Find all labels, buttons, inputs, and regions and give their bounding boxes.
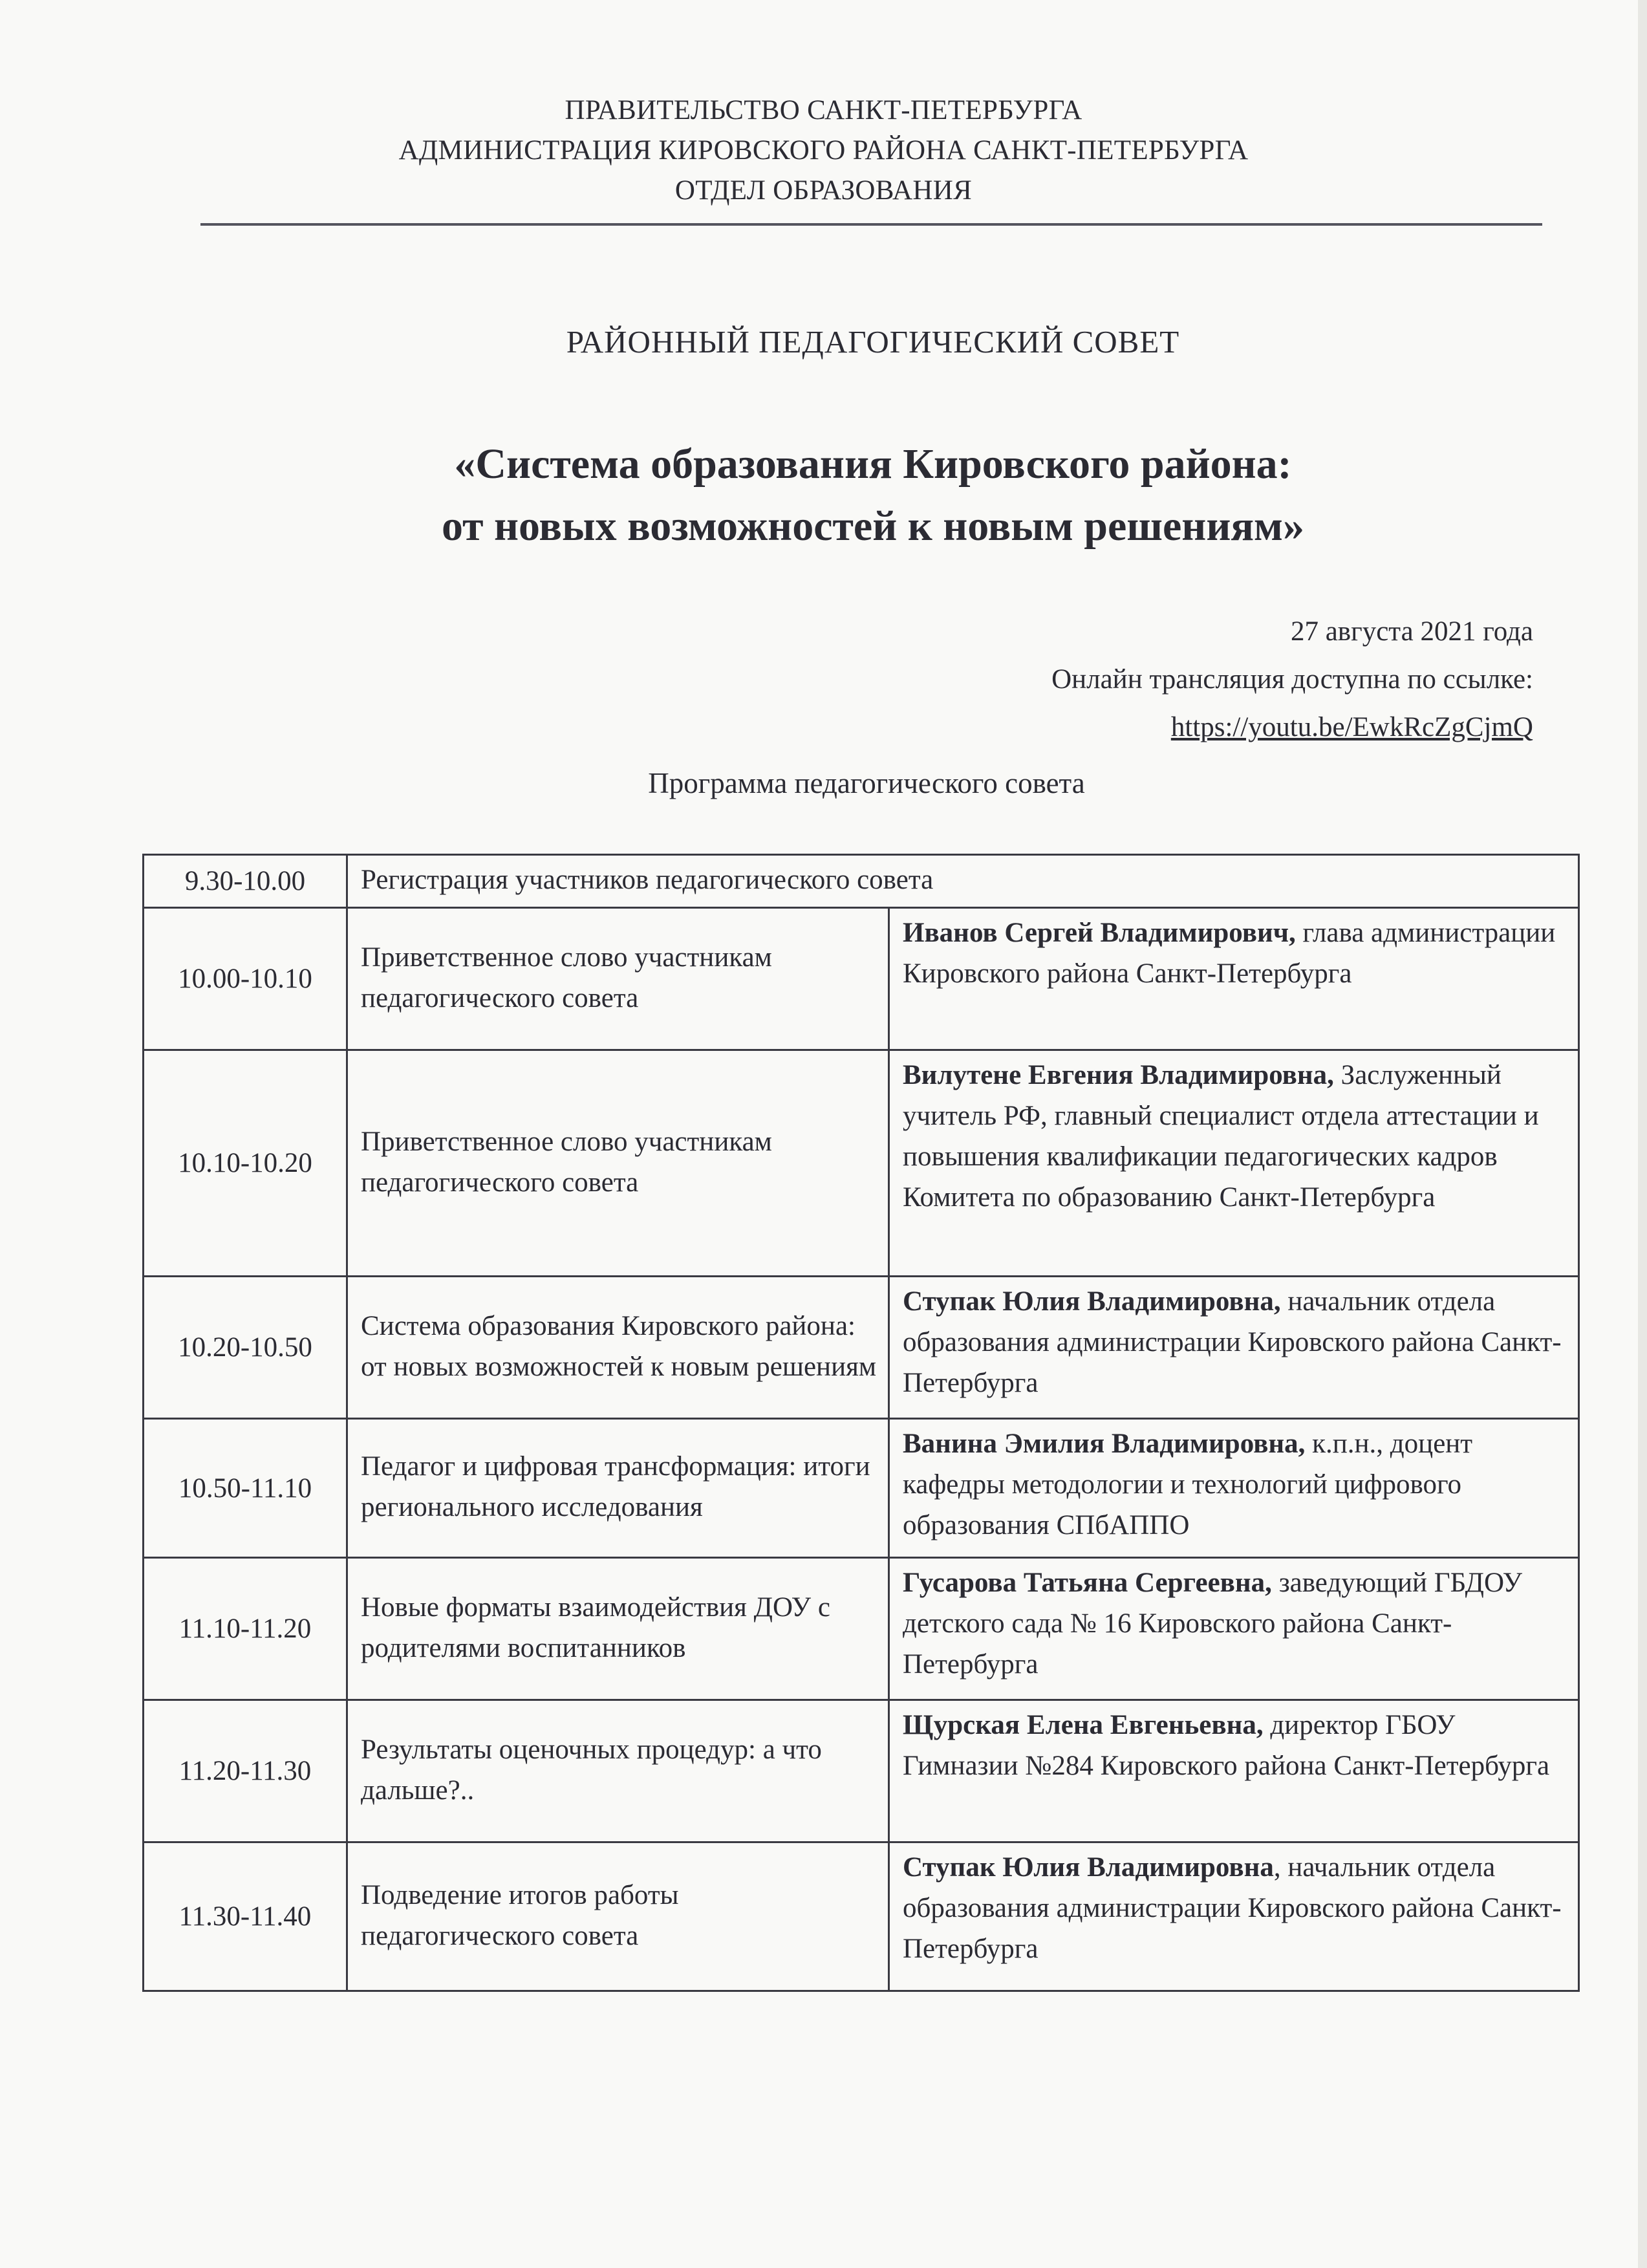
council-heading: РАЙОННЫЙ ПЕДАГОГИЧЕСКИЙ СОВЕТ: [566, 324, 1180, 360]
schedule-topic: Результаты оценочных процедур: а что дальше?..: [347, 1700, 889, 1842]
speaker-name: Щурская Елена Евгеньевна,: [903, 1710, 1264, 1740]
speaker-name: Иванов Сергей Владимирович,: [903, 918, 1296, 948]
schedule-row: [144, 1842, 1579, 1991]
event-info: [1051, 608, 1533, 751]
schedule-time: 10.50-11.10: [144, 1419, 347, 1558]
schedule-speaker: [889, 1558, 1579, 1700]
speaker-role: Заслуженный учитель РФ, главный специалист отдела аттестации и повышения квалификации педагогических кадров Комитета по образованию Санкт-Петербурга: [903, 1060, 1539, 1213]
schedule-speaker: [889, 1700, 1579, 1842]
title-line-2: от новых возможностей к новым решениям»: [441, 502, 1305, 550]
schedule-time: 11.10-11.20: [144, 1558, 347, 1700]
header-divider: [200, 223, 1542, 226]
schedule-table: [142, 854, 1580, 1992]
event-date: 27 августа 2021 года: [1290, 616, 1533, 647]
schedule-speaker: [889, 1277, 1579, 1419]
paper-edge: [1638, 0, 1647, 2268]
program-title: Программа педагогического совета: [648, 767, 1085, 799]
schedule-speaker: [889, 908, 1579, 1050]
speaker-role: заведующий ГБДОУ детского сада № 16 Кировского района Санкт-Петербурга: [903, 1568, 1523, 1679]
schedule-time: 11.30-11.40: [144, 1842, 347, 1991]
schedule-topic: Регистрация участников педагогического совета: [347, 855, 1579, 908]
broadcast-link[interactable]: https://youtu.be/EwkRcZgCjmQ: [1170, 712, 1533, 742]
speaker-name: Ступак Юлия Владимировна: [903, 1852, 1274, 1883]
speaker-role: начальник отдела образования администрации Кировского района Санкт-Петербурга: [903, 1286, 1562, 1398]
speaker-role: к.п.н., доцент кафедры методологии и технологий цифрового образования СПбАППО: [903, 1429, 1473, 1540]
speaker-name: Ванина Эмилия Владимировна,: [903, 1429, 1306, 1459]
speaker-role: директор ГБОУ Гимназии №284 Кировского района Санкт-Петербурга: [903, 1710, 1550, 1781]
schedule-row: [144, 908, 1579, 1050]
org-line-administration: АДМИНИСТРАЦИЯ КИРОВСКОГО РАЙОНА САНКТ-ПЕТЕРБУРГА: [398, 135, 1249, 166]
schedule-topic: Приветственное слово участникам педагогического совета: [347, 908, 889, 1050]
org-line-department: ОТДЕЛ ОБРАЗОВАНИЯ: [674, 175, 973, 206]
speaker-name: Гусарова Татьяна Сергеевна,: [903, 1568, 1272, 1598]
schedule-speaker: [889, 1050, 1579, 1277]
speaker-name: Вилутене Евгения Владимировна,: [903, 1060, 1334, 1090]
schedule-row: [144, 1050, 1579, 1277]
schedule-topic: Подведение итогов работы педагогического совета: [347, 1842, 889, 1991]
schedule-row: [144, 1277, 1579, 1419]
speaker-role: глава администрации Кировского района Санкт-Петербурга: [903, 918, 1556, 989]
schedule-speaker: [889, 1419, 1579, 1558]
schedule-time: 11.20-11.30: [144, 1700, 347, 1842]
schedule-row: [144, 1558, 1579, 1700]
schedule-topic: Педагог и цифровая трансформация: итоги регионального исследования: [347, 1419, 889, 1558]
document-header: [0, 91, 1647, 211]
broadcast-label: Онлайн трансляция доступна по ссылке:: [1051, 664, 1533, 695]
schedule-row: [144, 1700, 1579, 1842]
schedule-time: 10.20-10.50: [144, 1277, 347, 1419]
schedule-speaker: [889, 1842, 1579, 1991]
schedule-time: 9.30-10.00: [144, 855, 347, 908]
schedule-topic: Система образования Кировского района: от новых возможностей к новым решениям: [347, 1277, 889, 1419]
schedule-row: [144, 855, 1579, 908]
schedule-time: 10.10-10.20: [144, 1050, 347, 1277]
speaker-name: Ступак Юлия Владимировна,: [903, 1286, 1281, 1317]
schedule-time: 10.00-10.10: [144, 908, 347, 1050]
schedule-row: [144, 1419, 1579, 1558]
schedule-topic: Приветственное слово участникам педагогического совета: [347, 1050, 889, 1277]
title-line-1: «Система образования Кировского района:: [454, 440, 1292, 488]
document-title: [0, 433, 1647, 557]
speaker-role: , начальник отдела образования администрации Кировского района Санкт-Петербурга: [903, 1852, 1562, 1964]
schedule-topic: Новые форматы взаимодействия ДОУ с родителями воспитанников: [347, 1558, 889, 1700]
org-line-government: ПРАВИТЕЛЬСТВО САНКТ-ПЕТЕРБУРГА: [565, 95, 1082, 125]
